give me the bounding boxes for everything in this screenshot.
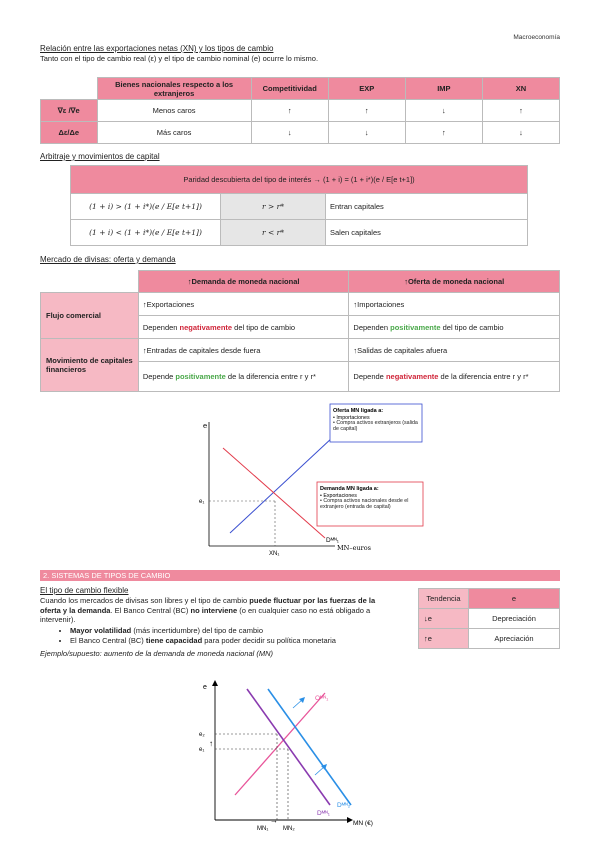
divisas-cell: ↑Salidas de capitales afuera bbox=[349, 339, 560, 362]
divisas-header-demanda: ↑Demanda de moneda nacional bbox=[138, 271, 349, 293]
flexible-paragraph: Cuando los mercados de divisas son libres y el tipo de cambio puede fluctuar por las fuerzas de la oferta y la demanda. El Banco Central (BC) no interviene (o en cualquier caso no está obligado a intervenir). bbox=[40, 596, 376, 624]
section-title-arbitraje: Arbitraje y movimientos de capital bbox=[40, 152, 160, 161]
e2-label: e₂ bbox=[199, 732, 205, 738]
section-title-divisas: Mercado de divisas: oferta y demanda bbox=[40, 255, 176, 264]
trend-cell: ↓e bbox=[419, 609, 469, 629]
x-axis-label: MN–euros bbox=[337, 544, 371, 552]
arbitraje-formula: (1 + i) < (1 + i*)(e / E[e t+1]) bbox=[71, 220, 221, 246]
demand-1-label: Dᴹᴺ₁ bbox=[317, 810, 330, 817]
section-subtitle-flexible: El tipo de cambio flexible bbox=[40, 586, 129, 595]
demand-shift-graph bbox=[195, 675, 395, 835]
xn-cell: ↓ bbox=[482, 122, 559, 144]
section-intro: Tanto con el tipo de cambio real (ε) y el tipo de cambio nominal (e) ocurre lo mismo. bbox=[40, 54, 319, 63]
xn-cell: ↓ bbox=[328, 122, 405, 144]
bullet-capacidad: • El Banco Central (BC) tiene capacidad para poder decidir su política monetaria bbox=[70, 636, 400, 646]
divisas-table bbox=[40, 270, 560, 392]
arbitraje-condition: r < r* bbox=[221, 220, 326, 246]
xn-header-imp: IMP bbox=[405, 78, 482, 100]
e1-label: e₁ bbox=[199, 499, 205, 505]
demand-label: Dᴹᴺ₁ bbox=[326, 537, 339, 544]
fx-market-graph bbox=[195, 400, 435, 560]
xn-cell: ↓ bbox=[405, 100, 482, 122]
section-title-xn: Relación entre las exportaciones netas (XN) y los tipos de cambio bbox=[40, 44, 274, 53]
arbitraje-header: Paridad descubierta del tipo de interés → (1 + i) = (1 + i*)(e / E[e t+1]) bbox=[71, 166, 528, 194]
divisas-cell: Dependen positivamente del tipo de cambio bbox=[349, 316, 560, 339]
divisas-cell: Dependen negativamente del tipo de cambio bbox=[138, 316, 349, 339]
arbitraje-result: Entran capitales bbox=[326, 194, 528, 220]
xn-header-competitividad: Competitividad bbox=[251, 78, 328, 100]
xn-row-label: Δε/Δe bbox=[41, 122, 98, 144]
trend-header: e bbox=[469, 589, 560, 609]
section-2-title: 2. SISTEMAS DE TIPOS DE CAMBIO bbox=[40, 570, 560, 581]
divisas-row-capitales: Movimiento de capitales financieros bbox=[41, 339, 139, 392]
divisas-cell: ↑Exportaciones bbox=[138, 293, 349, 316]
e1-label: e₁ bbox=[199, 747, 205, 753]
demand-info-title: Demanda MN ligada a: bbox=[320, 486, 379, 492]
trend-cell: Depreciación bbox=[469, 609, 560, 629]
trend-header: Tendencia bbox=[419, 589, 469, 609]
mn-right-arrow-icon: → bbox=[270, 816, 278, 825]
arbitraje-formula: (1 + i) > (1 + i*)(e / E[e t+1]) bbox=[71, 194, 221, 220]
divisas-corner bbox=[41, 271, 139, 293]
y-axis-arrow bbox=[212, 680, 218, 686]
xn-cell: ↑ bbox=[482, 100, 559, 122]
xn-cell: Menos caros bbox=[97, 100, 251, 122]
xn-cell: ↓ bbox=[251, 122, 328, 144]
xn-header-exp: EXP bbox=[328, 78, 405, 100]
xn-row-label: ∇ε /∇e bbox=[41, 100, 98, 122]
xn1-label: XN₁ bbox=[269, 551, 280, 557]
trend-cell: ↑e bbox=[419, 629, 469, 649]
e-up-arrow-icon: ↑ bbox=[209, 739, 213, 748]
xn-cell: Más caros bbox=[97, 122, 251, 144]
arbitraje-table bbox=[70, 165, 528, 246]
supply-info-item-2: • Compra activos extranjeros (salida de capital) bbox=[333, 420, 418, 432]
xn-table-corner bbox=[41, 78, 98, 100]
xn-cell: ↑ bbox=[251, 100, 328, 122]
demand-info-item-2: • Compra activos nacionales desde el extranjero (entrada de capital) bbox=[320, 498, 409, 510]
demand-curve bbox=[223, 448, 325, 538]
divisas-header-oferta: ↑Oferta de moneda nacional bbox=[349, 271, 560, 293]
flexible-bullets bbox=[60, 626, 400, 645]
divisas-cell: ↑Entradas de capitales desde fuera bbox=[138, 339, 349, 362]
subject-header: Macroeconomía bbox=[513, 34, 560, 41]
demand-info-item: • Exportaciones bbox=[320, 493, 357, 499]
xn-header-bienes: Bienes nacionales respecto a los extranjeros bbox=[97, 78, 251, 100]
supply-info-title: Oferta MN ligada a: bbox=[333, 408, 384, 414]
bullet-volatilidad: • Mayor volatilidad (más incertidumbre) del tipo de cambio bbox=[70, 626, 400, 636]
divisas-row-flujo: Flujo comercial bbox=[41, 293, 139, 339]
x-axis-label: MN (€) bbox=[353, 820, 373, 827]
arbitraje-result: Salen capitales bbox=[326, 220, 528, 246]
xn-table bbox=[40, 77, 560, 144]
supply-label: Oᴹᴺ₁ bbox=[315, 695, 329, 702]
y-axis-label: e bbox=[203, 684, 207, 691]
divisas-cell: Depende negativamente de la diferencia entre r y r* bbox=[349, 362, 560, 392]
trend-cell: Apreciación bbox=[469, 629, 560, 649]
xn-header-xn: XN bbox=[482, 78, 559, 100]
divisas-cell: Depende positivamente de la diferencia entre r y r* bbox=[138, 362, 349, 392]
divisas-cell: ↑Importaciones bbox=[349, 293, 560, 316]
mn2-label: MN₂ bbox=[283, 826, 295, 832]
trend-table bbox=[418, 588, 560, 649]
demand-curve-1 bbox=[247, 689, 330, 805]
mn1-label: MN₁ bbox=[257, 826, 269, 832]
supply-info-item: • Importaciones bbox=[333, 415, 370, 421]
example-caption: Ejemplo/supuesto: aumento de la demanda de moneda nacional (MN) bbox=[40, 649, 274, 658]
demand-curve-2 bbox=[268, 689, 351, 805]
arbitraje-condition: r > r* bbox=[221, 194, 326, 220]
xn-cell: ↑ bbox=[328, 100, 405, 122]
y-axis-label: e bbox=[203, 422, 208, 430]
xn-cell: ↑ bbox=[405, 122, 482, 144]
demand-2-label: Dᴹᴺ₂ bbox=[337, 802, 351, 809]
